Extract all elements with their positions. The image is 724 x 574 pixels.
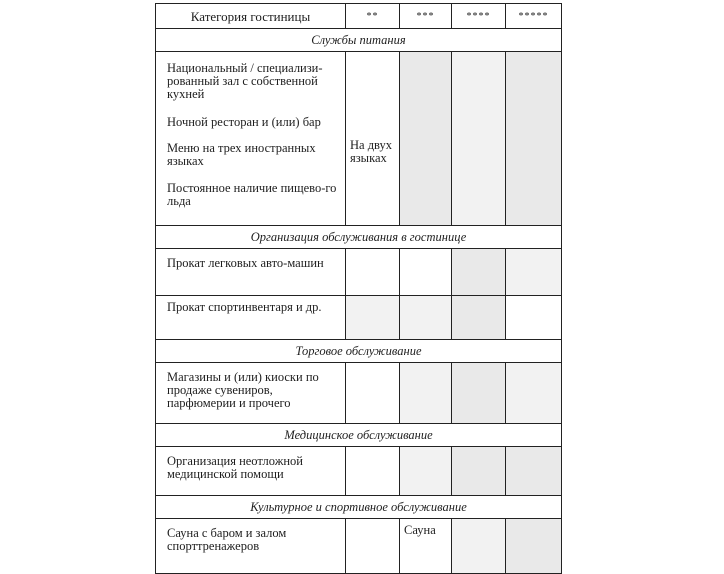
section-title: Службы питания xyxy=(156,29,562,52)
feature-text: Ночной ресторан и (или) бар xyxy=(167,115,321,129)
table-header-row xyxy=(156,4,562,29)
four-star-cell xyxy=(452,52,506,226)
feature-cell xyxy=(156,52,346,226)
five-star-cell xyxy=(506,296,562,340)
four-star-cell xyxy=(452,296,506,340)
two-star-cell xyxy=(346,363,400,424)
table-row xyxy=(156,447,562,496)
three-star-cell xyxy=(400,519,452,574)
five-star-header: ***** xyxy=(506,4,562,29)
feature-text: Прокат легковых авто-машин xyxy=(167,256,324,270)
two-star-cell xyxy=(346,447,400,496)
feature-cell xyxy=(156,363,346,424)
feature-cell xyxy=(156,519,346,574)
three-star-cell xyxy=(400,447,452,496)
two-star-header: ** xyxy=(346,4,400,29)
three-star-cell xyxy=(400,52,452,226)
table-row xyxy=(156,296,562,340)
section-row xyxy=(156,226,562,249)
four-star-cell xyxy=(452,447,506,496)
five-star-cell xyxy=(506,363,562,424)
two-star-cell xyxy=(346,52,400,226)
table-row xyxy=(156,52,562,226)
four-star-cell xyxy=(452,249,506,296)
five-star-cell xyxy=(506,519,562,574)
two-star-cell xyxy=(346,296,400,340)
feature-text: Постоянное наличие пищево-го льда xyxy=(167,181,337,208)
feature-text: Сауна с баром и залом спорттренажеров xyxy=(167,526,287,553)
three-star-cell xyxy=(400,296,452,340)
section-title: Медицинское обслуживание xyxy=(156,424,562,447)
section-title: Торговое обслуживание xyxy=(156,340,562,363)
four-star-cell xyxy=(452,363,506,424)
table-row xyxy=(156,363,562,424)
feature-cell xyxy=(156,447,346,496)
five-star-cell xyxy=(506,249,562,296)
category-header: Категория гостиницы xyxy=(156,4,346,29)
two-star-cell xyxy=(346,249,400,296)
table-row xyxy=(156,249,562,296)
feature-text: Магазины и (или) киоски по продаже сувениров, парфюмерии и прочего xyxy=(167,370,319,410)
hotel-category-table xyxy=(155,3,562,574)
section-title: Организация обслуживания в гостинице xyxy=(156,226,562,249)
table-row xyxy=(156,519,562,574)
three-star-header: *** xyxy=(400,4,452,29)
two-star-cell xyxy=(346,519,400,574)
four-star-header: **** xyxy=(452,4,506,29)
five-star-cell xyxy=(506,52,562,226)
feature-cell xyxy=(156,296,346,340)
section-row xyxy=(156,424,562,447)
two-star-note: На двух языках xyxy=(350,138,393,165)
section-row xyxy=(156,496,562,519)
document-page xyxy=(155,3,561,553)
three-star-note: Сауна xyxy=(404,523,436,537)
five-star-cell xyxy=(506,447,562,496)
section-title: Культурное и спортивное обслуживание xyxy=(156,496,562,519)
feature-text: Меню на трех иностранных языках xyxy=(167,141,316,168)
three-star-cell xyxy=(400,363,452,424)
feature-text: Национальный / специализи-рованный зал с собственной кухней xyxy=(167,61,323,101)
four-star-cell xyxy=(452,519,506,574)
three-star-cell xyxy=(400,249,452,296)
feature-text: Организация неотложной медицинской помощи xyxy=(167,454,303,481)
section-row xyxy=(156,340,562,363)
feature-text: Прокат спортинвентаря и др. xyxy=(167,300,322,314)
section-row xyxy=(156,29,562,52)
feature-cell xyxy=(156,249,346,296)
